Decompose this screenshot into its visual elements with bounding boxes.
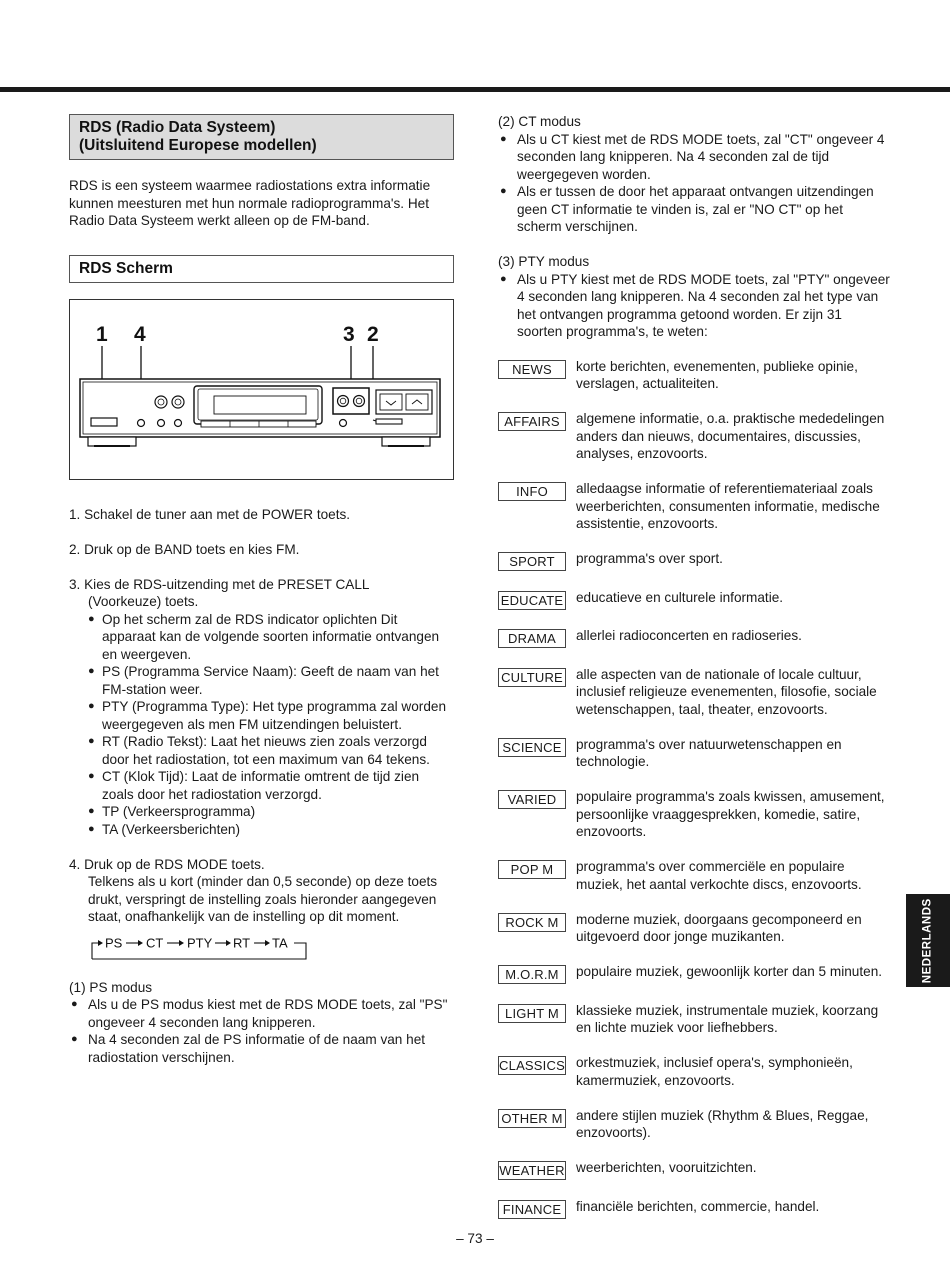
list-item: ● TA (Verkeersberichten) [69,821,454,839]
flow-step-ps: PS [105,935,123,950]
language-side-tab [906,894,950,987]
pty-description: populaire programma's zoals kwissen, amusement, persoonlijke vraaggesprekken, komedie, satire, enzovoorts. [576,789,885,839]
pty-row-other-m [498,1107,890,1142]
pty-row-morm [498,963,890,984]
step-4-subtext: Telkens als u kort (minder dan 0,5 seconde) op deze toets drukt, verspringt de instelling zoals hieronder aangegeven staat, onafhankelijk van de instelling op dit moment. [88,874,438,924]
pty-code: WEATHER [499,1163,565,1178]
pty-code: ROCK M [498,913,566,932]
pty-code: CULTURE [498,668,566,687]
rds-intro: RDS is een systeem waarmee radiostations extra informatie kunnen meesturen met hun normale radioprogramma's. Het Radio Data Systeem werkt alleen op de FM-band. [69,178,431,228]
pty-row-culture [498,666,890,719]
pty-row-news [498,358,890,393]
pty-description: korte berichten, evenementen, publieke opinie, verslagen, actualiteiten. [576,358,858,391]
pty-code: AFFAIRS [498,412,566,431]
pty-code: CLASSICS [499,1058,565,1073]
pty-description: programma's over commerciële en populaire muziek, het aantal verkochte discs, enzovoorts. [576,859,862,892]
step-3 [69,576,454,839]
right-column [498,113,890,1236]
pty-description: allerlei radioconcerten en radioseries. [576,628,802,643]
pty-description: algemene informatie, o.a. praktische mededelingen anders dan nieuws, documentaires, discussies, analyses, enzovoorts. [576,411,885,461]
ct-mode-list [498,131,890,236]
pty-code: VARIED [498,790,566,809]
list-item: ● Als er tussen de door het apparaat ontvangen uitzendingen geen CT informatie te vinden is, zal er "NO CT" op het scherm verschijnen. [498,183,890,236]
ps-mode-list [69,996,454,1066]
pty-code: EDUCATE [498,591,566,610]
step-4 [69,856,454,926]
ps-mode-title: (1) PS modus [69,979,153,995]
tuner-diagram [69,299,454,480]
pty-description: alledaagse informatie of referentiemateriaal zoals weerberichten, consumenten informatie, medische assistentie, enzovoorts. [576,481,880,531]
flow-step-ct: CT [146,935,164,950]
pty-code: INFO [498,482,566,501]
list-item: ● CT (Klok Tijd): Laat de informatie omtrent de tijd zien zoals door het radiostation verzorgd. [69,768,454,803]
flow-step-pty: PTY [187,935,213,950]
pty-row-info [498,480,890,533]
pty-row-sport [498,550,890,571]
pty-code: POP M [498,860,566,879]
pty-row-science [498,736,890,771]
step-4-text: 4. Druk op de RDS MODE toets. [69,856,265,872]
pty-row-varied [498,788,890,841]
pty-code: DRAMA [498,629,566,648]
pty-code: SPORT [498,552,566,571]
flow-step-rt: RT [233,935,251,950]
list-item: ● PS (Programma Service Naam): Geeft de naam van het FM-station weer. [69,663,454,698]
mode-cycle-arrows [88,935,323,965]
pty-row-educate [498,589,890,610]
pty-description: weerberichten, vooruitzichten. [576,1160,757,1175]
pty-description: klassieke muziek, instrumentale muziek, koorzang en lichte muziek voor liefhebbers. [576,1002,879,1035]
left-column [69,114,454,1066]
flow-step-ta: TA [272,935,288,950]
callout-label-2: 2 [367,322,379,346]
pty-types-list [498,358,890,1219]
pty-description: orkestmuziek, inclusief opera's, symphonieën, kamermuziek, enzovoorts. [576,1055,853,1088]
step-2-text: 2. Druk op de BAND toets en kies FM. [69,541,300,557]
list-item: ● Als u CT kiest met de RDS MODE toets, zal "CT" ongeveer 4 seconden lang knipperen. Na 4 seconden zal de tijd weergegeven worden. [498,131,890,184]
tuner-front-panel-illustration [70,300,453,479]
pty-description: educatieve en culturele informatie. [576,589,784,605]
pty-row-classics [498,1054,890,1089]
step-1-text: 1. Schakel de tuner aan met de POWER toets. [69,506,351,522]
language-side-tab-label: NEDERLANDS [921,898,934,983]
list-item: ● PTY (Programma Type): Het type programma zal worden weergegeven als men FM uitzendingen beluistert. [69,698,454,733]
pty-row-affairs [498,410,890,463]
ct-mode-section [498,113,890,236]
rds-screen-heading: RDS Scherm [69,255,454,283]
step-3-subtext: (Voorkeuze) toets. [88,594,199,609]
callout-label-3: 3 [343,322,355,346]
pty-row-finance [498,1198,890,1219]
callout-label-1: 1 [96,322,108,346]
rds-heading [69,114,454,160]
rds-info-types-list [69,611,454,839]
list-item: ● Op het scherm zal de RDS indicator oplichten Dit apparaat kan de volgende soorten informatie ontvangen en weergeven. [69,611,454,664]
pty-code: M.O.R.M [498,965,566,984]
pty-description: andere stijlen muziek (Rhythm & Blues, Reggae, enzovoorts). [576,1107,869,1140]
pty-description: programma's over natuurwetenschappen en technologie. [576,736,842,769]
pty-code: FINANCE [498,1200,566,1219]
list-item: ● TP (Verkeersprogramma) [69,803,454,821]
pty-row-pop-m [498,858,890,893]
step-3-text: 3. Kies de RDS-uitzending met de PRESET CALL [69,576,370,592]
callout-label-4: 4 [134,322,146,346]
pty-row-drama [498,627,890,648]
list-item: ● Als u de PS modus kiest met de RDS MODE toets, zal "PS" ongeveer 4 seconden lang knipperen. [69,996,454,1031]
pty-code: OTHER M [498,1109,566,1128]
instruction-steps [69,506,454,926]
pty-code: NEWS [498,360,566,379]
pty-code: SCIENCE [498,738,566,757]
pty-mode-section [498,253,890,341]
pty-row-weather [498,1159,890,1180]
pty-description: moderne muziek, doorgaans gecomponeerd en uitgevoerd door jonge muzikanten. [576,911,862,944]
rds-heading-line-1: RDS (Radio Data Systeem) [79,119,276,136]
step-2 [69,541,454,559]
list-item: ● Na 4 seconden zal de PS informatie of de naam van het radiostation verschijnen. [69,1031,454,1066]
pty-description: populaire muziek, gewoonlijk korter dan 5 minuten. [576,964,883,979]
top-rule [0,87,950,92]
ct-mode-title: (2) CT modus [498,114,581,129]
step-1 [69,506,454,524]
pty-description: alle aspecten van de nationale of locale cultuur, inclusief religieuze evenementen, filosofie, sociale wetenschappen, taal, theater, enzovoorts. [576,666,877,717]
pty-mode-title: (3) PTY modus [498,254,590,269]
pty-description: financiële berichten, commercie, handel. [576,1198,820,1214]
pty-code: LIGHT M [498,1004,566,1023]
list-item: ● Als u PTY kiest met de RDS MODE toets, zal "PTY" ongeveer 4 seconden lang knipperen. Na 4 seconden zal het type van het ontvangen programma getoond worden. Er zijn 31 soorten programma's, te weten: [498,271,890,341]
page-number: – 73 – [456,1231,494,1246]
pty-row-rock-m [498,911,890,946]
pty-row-light-m [498,1002,890,1037]
pty-mode-list [498,271,890,341]
list-item: ● RT (Radio Tekst): Laat het nieuws zien zoals verzorgd door het radiostation, tot een maximum van 64 tekens. [69,733,454,768]
rds-mode-cycle-diagram [88,935,323,965]
rds-heading-line-2: (Uitsluitend Europese modellen) [79,137,317,154]
pty-description: programma's over sport. [576,551,723,566]
